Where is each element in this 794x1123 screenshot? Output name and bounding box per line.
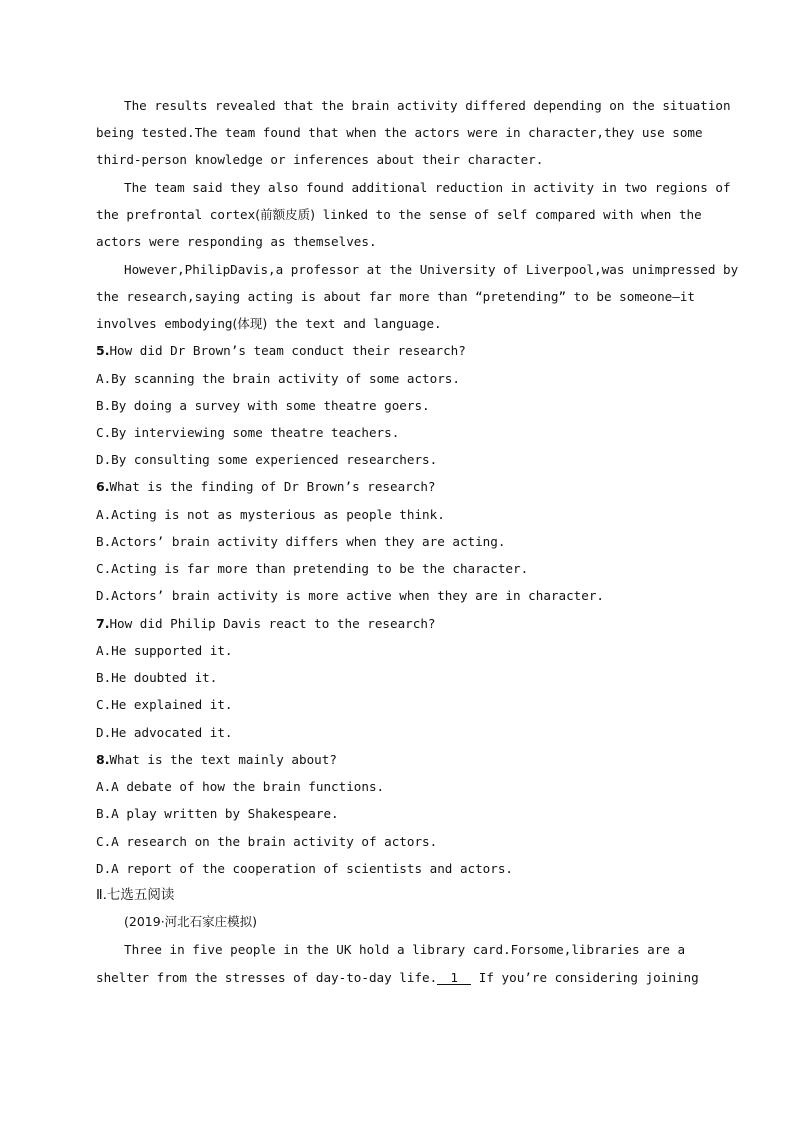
answer-option: D.Actors’ brain activity is more active when they are in character. bbox=[96, 588, 604, 603]
passage-line: the research,saying acting is about far more than “pretending” to be someone—it bbox=[96, 289, 695, 304]
answer-option: C.Acting is far more than pretending to be the character. bbox=[96, 561, 529, 576]
chinese-gloss: (前额皮质) bbox=[255, 207, 315, 222]
question-number: 8. bbox=[96, 752, 110, 767]
answer-option: B.A play written by Shakespeare. bbox=[96, 806, 339, 821]
question-text: How did Philip Davis react to the research? bbox=[109, 616, 436, 631]
answer-option: A.Acting is not as mysterious as people think. bbox=[96, 507, 445, 522]
answer-option: D.A report of the cooperation of scientists and actors. bbox=[96, 861, 514, 876]
answer-option: D.By consulting some experienced researchers. bbox=[96, 452, 438, 467]
question-number: 5. bbox=[96, 343, 110, 358]
passage-line bbox=[96, 316, 442, 332]
passage-line bbox=[96, 970, 699, 986]
answer-option: C.He explained it. bbox=[96, 697, 233, 712]
answer-option: C.A research on the brain activity of actors. bbox=[96, 834, 438, 849]
passage-line: third-person knowledge or inferences about their character. bbox=[96, 152, 544, 167]
passage-line: The team said they also found additional reduction in activity in two regions of bbox=[124, 180, 731, 195]
question-number: 7. bbox=[96, 616, 110, 631]
passage-text: If you’re considering joining bbox=[471, 970, 699, 985]
answer-option: B.He doubted it. bbox=[96, 670, 218, 685]
passage-text: the prefrontal cortex bbox=[96, 207, 256, 222]
passage-line: However,PhilipDavis,a professor at the University of Liverpool,was unimpressed by bbox=[124, 262, 739, 277]
answer-option: A.By scanning the brain activity of some actors. bbox=[96, 371, 460, 386]
answer-option: B.By doing a survey with some theatre goers. bbox=[96, 398, 430, 413]
answer-option: D.He advocated it. bbox=[96, 725, 233, 740]
source-note: (2019·河北石家庄模拟) bbox=[124, 914, 258, 929]
passage-line: being tested.The team found that when the actors were in character,they use some bbox=[96, 125, 703, 140]
passage-line: Three in five people in the UK hold a library card.Forsome,libraries are a bbox=[124, 942, 686, 957]
passage-line: The results revealed that the brain activity differed depending on the situation bbox=[124, 98, 731, 113]
answer-blank: 1 bbox=[437, 971, 471, 985]
passage-text: involves embodying bbox=[96, 316, 233, 331]
question-text: How did Dr Brown’s team conduct their research? bbox=[109, 343, 466, 358]
passage-text: shelter from the stresses of day-to-day life. bbox=[96, 970, 438, 985]
answer-option: A.A debate of how the brain functions. bbox=[96, 779, 385, 794]
question-text: What is the text mainly about? bbox=[109, 752, 337, 767]
chinese-gloss: (体现) bbox=[232, 316, 268, 331]
question-number: 6. bbox=[96, 479, 110, 494]
answer-option: A.He supported it. bbox=[96, 643, 233, 658]
passage-text: the text and language. bbox=[267, 316, 442, 331]
passage-line: actors were responding as themselves. bbox=[96, 234, 377, 249]
passage-line bbox=[96, 207, 702, 223]
question-stem bbox=[96, 752, 337, 768]
question-stem bbox=[96, 479, 435, 495]
answer-option: B.Actors’ brain activity differs when they are acting. bbox=[96, 534, 506, 549]
answer-option: C.By interviewing some theatre teachers. bbox=[96, 425, 400, 440]
section-heading: Ⅱ.七选五阅读 bbox=[96, 887, 175, 903]
passage-text: linked to the sense of self compared with when the bbox=[315, 207, 702, 222]
question-stem bbox=[96, 343, 466, 359]
question-text: What is the finding of Dr Brown’s research? bbox=[109, 479, 436, 494]
question-stem bbox=[96, 616, 435, 632]
